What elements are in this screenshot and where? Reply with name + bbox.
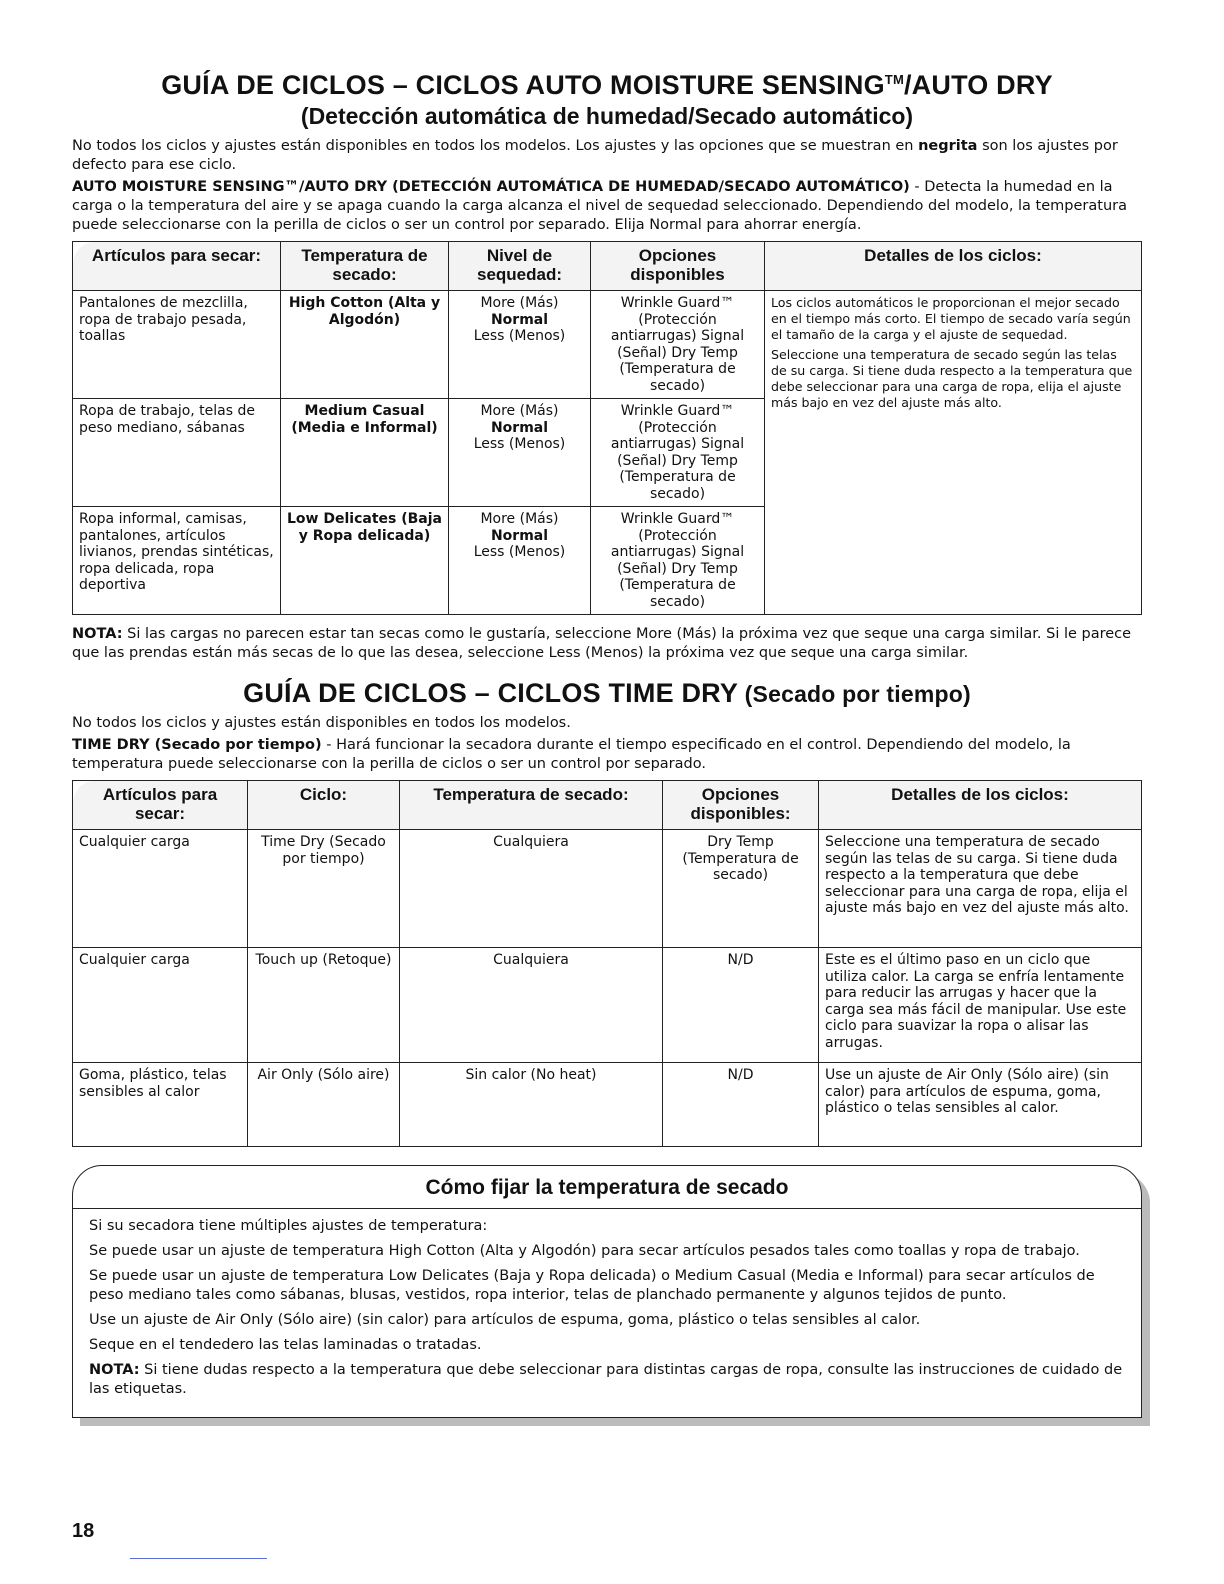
col-header-options: Opciones disponibles — [591, 242, 765, 291]
table-row: Cualquier carga Time Dry (Secado por tiempo) Cualquiera Dry Temp (Temperatura de secado) Seleccione una temperatura de secado según las telas de su carga. Si tiene duda respecto a la temperatura que debe seleccionar para una carga de ropa, elija el ajuste más bajo en vez del ajuste más alto. — [73, 830, 1142, 948]
section1-title: GUÍA DE CICLOS – CICLOS AUTO MOISTURE SENSING™/AUTO DRY — [161, 70, 1053, 100]
col-header-cycle: Ciclo: — [248, 781, 400, 830]
col-header-options: Opciones disponibles: — [663, 781, 819, 830]
section1-intro: No todos los ciclos y ajustes están disponibles en todos los modelos. Los ajustes y las opciones que se muestran en negrita son los ajustes por defecto para ese ciclo. — [72, 138, 1118, 173]
col-header-level: Nivel de sequedad: — [449, 242, 591, 291]
section2-description: TIME DRY (Secado por tiempo) - Hará funcionar la secadora durante el tiempo especificado en el control. Dependiendo del modelo, la temperatura puede seleccionarse con la perilla de ciclos o ser un control por separado. — [72, 737, 1071, 772]
box-title: Cómo fijar la temperatura de secado — [73, 1166, 1141, 1209]
table-header-row — [73, 242, 1142, 291]
page-number: 18 — [72, 1520, 95, 1542]
col-header-details: Detalles de los ciclos: — [765, 242, 1142, 291]
auto-dry-table — [72, 241, 1142, 615]
box-note: NOTA: Si tiene dudas respecto a la temperatura que debe seleccionar para distintas cargas de ropa, consulte las instrucciones de cuidado de las etiquetas. — [89, 1362, 1123, 1397]
section2-title: GUÍA DE CICLOS – CICLOS TIME DRY (Secado por tiempo) — [243, 678, 971, 708]
table-row: Cualquier carga Touch up (Retoque) Cualquiera N/D Este es el último paso en un ciclo que utiliza calor. La carga se enfría lentamente para reducir las arrugas y hacer que la carga sea más fácil de manipular. Use este ciclo para suavizar la ropa o alisar las arrugas. — [73, 948, 1142, 1063]
box-paragraph: Se puede usar un ajuste de temperatura Low Delicates (Baja y Ropa delicada) o Medium Casual (Media e Informal) para secar artículos de peso mediano tales como sábanas, blusas, vestidos, ropa interior, telas de planchado permanente y algunos tejidos de punto. — [89, 1268, 1095, 1303]
col-header-temp: Temperatura de secado: — [400, 781, 663, 830]
temperature-info-box — [72, 1165, 1142, 1418]
footer-rule — [130, 1558, 267, 1559]
manual-page — [72, 64, 1142, 1418]
table-row: Goma, plástico, telas sensibles al calor Air Only (Sólo aire) Sin calor (No heat) N/D Use un ajuste de Air Only (Sólo aire) (sin calor) para artículos de espuma, goma, plástico o telas sensibles al calor. — [73, 1063, 1142, 1147]
table-header-row — [73, 781, 1142, 830]
col-header-details: Detalles de los ciclos: — [819, 781, 1142, 830]
section1-subtitle: (Detección automática de humedad/Secado automático) — [300, 103, 914, 129]
col-header-temp: Temperatura de secado: — [281, 242, 449, 291]
table-row: Ropa de trabajo, telas de peso mediano, sábanas Medium Casual (Media e Informal) More (Más) Normal Less (Menos) Wrinkle Guard™ (Protección antiarrugas) Signal (Señal) Dry Temp (Temperatura de secado) — [73, 399, 1142, 507]
col-header-items: Artículos para secar: — [73, 781, 248, 830]
box-paragraph: Si su secadora tiene múltiples ajustes de temperatura: — [89, 1218, 488, 1234]
table-row: Ropa informal, camisas, pantalones, artículos livianos, prendas sintéticas, ropa delicada, ropa deportiva Low Delicates (Baja y Ropa delicada) More (Más) Normal Less (Menos) Wrinkle Guard™ (Protección antiarrugas) Signal (Señal) Dry Temp (Temperatura de secado) — [73, 507, 1142, 615]
auto-cycle-details: Los ciclos automáticos le proporcionan el mejor secado en el tiempo más corto. El tiempo de secado varía según el tamaño de la carga y el ajuste de sequedad. Seleccione una temperatura de secado según las telas de su carga. Si tiene duda respecto a la temperatura que debe seleccionar para una carga de ropa, elija el ajuste más bajo en vez del ajuste más alto. — [765, 291, 1142, 615]
section1-description: AUTO MOISTURE SENSING™/AUTO DRY (DETECCIÓN AUTOMÁTICA DE HUMEDAD/SECADO AUTOMÁTICO) - Detecta la humedad en la carga o la temperatura del aire y se apaga cuando la carga alcanza el nivel de sequedad seleccionado. Dependiendo del modelo, la temperatura puede seleccionarse con la perilla de ciclos o ser un control por separado. Elija Normal para ahorrar energía. — [72, 179, 1127, 233]
section2 — [72, 677, 1142, 1147]
box-paragraph: Use un ajuste de Air Only (Sólo aire) (sin calor) para artículos de espuma, goma, plástico o telas sensibles al calor. — [89, 1312, 921, 1328]
section1-note: NOTA: Si las cargas no parecen estar tan secas como le gustaría, seleccione More (Más) la próxima vez que seque una carga similar. Si le parece que las prendas están más secas de lo que las desea, seleccione Less (Menos) la próxima vez que seque una carga similar. — [72, 626, 1132, 661]
box-paragraph: Seque en el tendedero las telas laminadas o tratadas. — [89, 1337, 482, 1353]
col-header-items: Artículos para secar: — [73, 242, 281, 291]
section2-intro: No todos los ciclos y ajustes están disponibles en todos los modelos. — [72, 715, 571, 731]
time-dry-table — [72, 780, 1142, 1147]
table-row: Pantalones de mezclilla, ropa de trabajo pesada, toallas High Cotton (Alta y Algodón) More (Más) Normal Less (Menos) Wrinkle Guard™ (Protección antiarrugas) Signal (Señal) Dry Temp (Temperatura de secado) Los ciclos automáticos le proporcionan el mejor secado en el tiempo más corto. El tiempo de secado varía según el tamaño de la carga y el ajuste de sequedad. Seleccione una temperatura de secado según las telas de su carga. Si tiene duda respecto a la temperatura que debe seleccionar para una carga de ropa, elija el ajuste más bajo en vez del ajuste más alto. — [73, 291, 1142, 399]
box-paragraph: Se puede usar un ajuste de temperatura High Cotton (Alta y Algodón) para secar artículos pesados tales como toallas y ropa de trabajo. — [89, 1243, 1080, 1259]
